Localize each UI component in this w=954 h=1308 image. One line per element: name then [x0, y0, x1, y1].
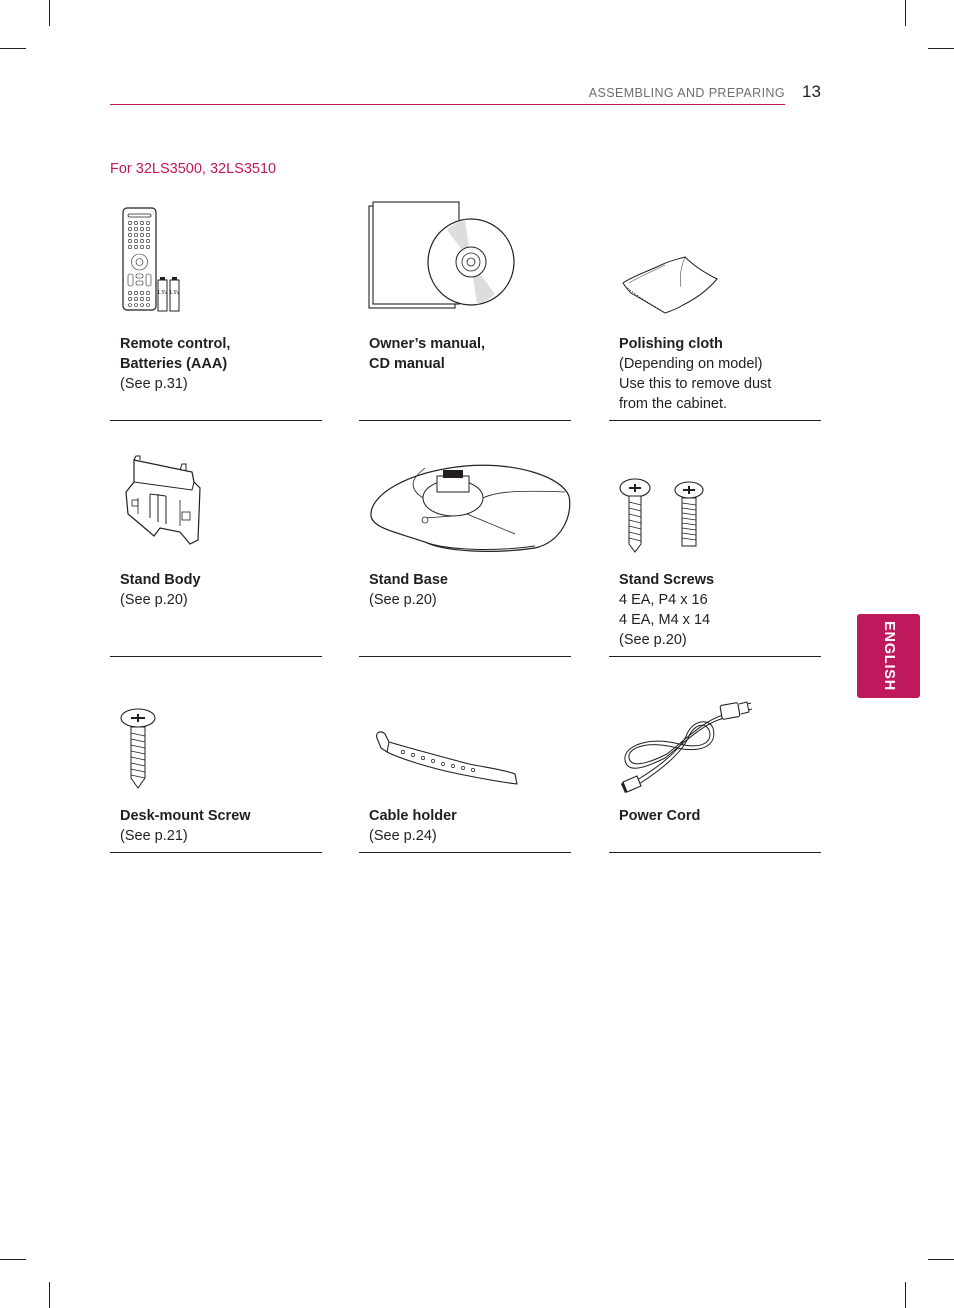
header-rule: [110, 104, 785, 105]
stand-body-icon: [120, 452, 210, 552]
crop-mark: [905, 1282, 906, 1308]
item-name: Power Cord: [619, 808, 701, 824]
language-tab-label: ENGLISH: [880, 620, 897, 692]
crop-mark: [928, 48, 954, 49]
item-name: Owner’s manual, CD manual: [369, 336, 486, 372]
item-text: [619, 570, 714, 650]
item-name: Stand Base: [369, 572, 448, 588]
manual-cd-icon: [367, 200, 527, 312]
crop-mark: [0, 48, 26, 49]
item-name: Remote control, Batteries (AAA): [120, 336, 231, 372]
item-name: Stand Screws: [619, 572, 715, 588]
item-details: (See p.20): [369, 592, 437, 608]
item-text: [120, 806, 251, 846]
crop-mark: [928, 1259, 954, 1260]
battery-label: 1.5V: [169, 290, 180, 296]
item-name: Cable holder: [369, 808, 457, 824]
item-rule: [609, 852, 821, 853]
item-rule: [359, 656, 571, 657]
item-rule: [359, 852, 571, 853]
crop-mark: [0, 1259, 26, 1260]
page-number: 13: [802, 82, 821, 101]
item-rule: [110, 420, 322, 421]
item-details: (See p.21): [120, 828, 188, 844]
language-tab: [857, 614, 920, 698]
battery-label: 1.5V: [157, 290, 168, 296]
item-rule: [359, 420, 571, 421]
section-title: ASSEMBLING AND PREPARING: [588, 86, 785, 100]
item-text: [369, 334, 485, 374]
screw-icon: [116, 706, 176, 806]
remote-control-icon: [120, 206, 220, 321]
polishing-cloth-icon: [619, 255, 729, 315]
power-cord-icon: [617, 698, 767, 798]
item-text: [369, 806, 457, 846]
item-details: (See p.20): [120, 592, 188, 608]
item-text: [120, 570, 201, 610]
stand-base-icon: [365, 456, 575, 576]
crop-mark: [49, 1282, 50, 1308]
cable-holder-icon: [369, 728, 529, 788]
item-text: [619, 806, 700, 826]
item-text: [619, 334, 771, 414]
crop-mark: [905, 0, 906, 26]
item-details: (Depending on model) Use this to remove dust from the cabinet.: [619, 356, 772, 412]
item-name: Stand Body: [120, 572, 201, 588]
item-text: [120, 334, 230, 394]
model-subtitle: For 32LS3500, 32LS3510: [110, 161, 277, 177]
item-name: Polishing cloth: [619, 336, 723, 352]
item-details: 4 EA, P4 x 16 4 EA, M4 x 14 (See p.20): [619, 592, 711, 648]
item-details: (See p.31): [120, 376, 188, 392]
item-name: Desk-mount Screw: [120, 808, 251, 824]
crop-mark: [49, 0, 50, 26]
item-rule: [609, 656, 821, 657]
item-text: [369, 570, 448, 610]
item-details: (See p.24): [369, 828, 437, 844]
item-rule: [110, 656, 322, 657]
item-rule: [110, 852, 322, 853]
item-rule: [609, 420, 821, 421]
